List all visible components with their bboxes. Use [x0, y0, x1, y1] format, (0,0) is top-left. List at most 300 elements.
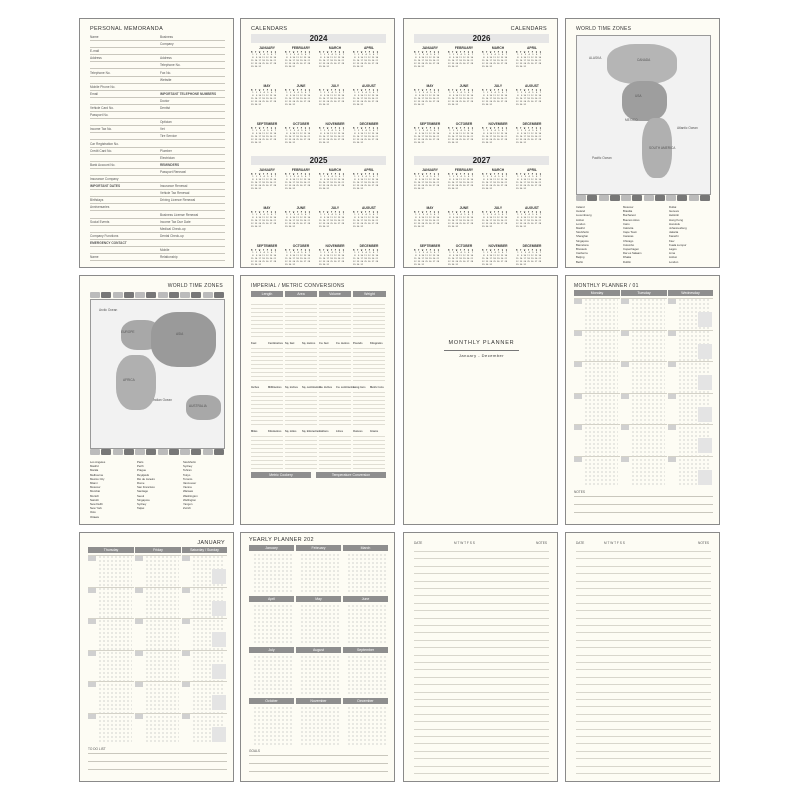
timezone-band: [124, 292, 134, 298]
conversion-row-line: [353, 332, 385, 333]
weekday-label: M T W T F S S: [454, 541, 475, 545]
timezone-band: [700, 195, 710, 201]
conv-footer-cookery: Metric Cookery: [251, 472, 311, 478]
timezone-band: [599, 195, 609, 201]
note-line: [576, 729, 711, 730]
calendar-month-name: MARCH: [491, 168, 505, 172]
city-name: Yangon: [183, 502, 193, 507]
memo-field-label: Business: [160, 35, 173, 39]
conversion-col-header: Metric tons: [370, 386, 384, 389]
timezone-band: [113, 292, 123, 298]
conversion-col-header: Cu. inches: [319, 386, 333, 389]
conversion-row-line: [353, 368, 385, 369]
notes-label: NOTES: [536, 541, 547, 545]
map-label: AFRICA: [123, 378, 135, 382]
day-header-monday: Monday: [574, 290, 620, 296]
conv-header-area: Area: [285, 291, 317, 297]
day-header-thursday: Thursday: [88, 547, 134, 553]
memo-line: [90, 168, 225, 169]
city-name: London: [669, 259, 679, 264]
memo-line: [90, 47, 225, 48]
memo-field-label: Plumber: [160, 148, 172, 153]
conversion-row-line: [285, 468, 317, 469]
timezone-band: [203, 292, 213, 298]
conversion-col-header: Sq. miles: [285, 430, 297, 433]
yearly-month-header: August: [296, 647, 341, 653]
conversion-col-header: Feet: [251, 342, 257, 345]
calendar-weekday-row: M T W T F S S: [319, 127, 345, 130]
calendar-days: 1 2 3 4 5 6 7 8 9 10 11 12 13 14 15 16 17 18 19 20 21 22 23 24 25 26 27 28 29 30 31: [482, 54, 508, 68]
timezone-band: [203, 449, 213, 455]
note-line: [576, 581, 711, 582]
memo-field-label: Anniversaries: [90, 205, 110, 210]
conversion-row-line: [319, 416, 351, 417]
city-name: Washington: [183, 493, 198, 498]
map-label: Pacific Ocean: [592, 156, 612, 160]
calendar-days: 1 2 3 4 5 6 7 8 9 10 11 12 13 14 15 16 17 18 19 20 21 22 23 24 25 26 27 28 29 30 31: [251, 214, 277, 228]
city-name: Berlin: [576, 259, 584, 264]
conversion-row-line: [319, 408, 351, 409]
memo-line: [90, 76, 225, 77]
conversion-row-line: [285, 404, 317, 405]
year-heading-1: 2026: [414, 34, 549, 43]
memo-line: [90, 253, 225, 254]
timezone-band: [677, 195, 687, 201]
memo-field-label: Birthdays: [90, 198, 104, 203]
calendar-days: 1 2 3 4 5 6 7 8 9 10 11 12 13 14 15 16 17 18 19 20 21 22 23 24 25 26 27 28 29 30 31: [482, 214, 508, 228]
conversion-row-line: [251, 316, 283, 317]
calendar-days: 1 2 3 4 5 6 7 8 9 10 11 12 13 14 15 16 17 18 19 20 21 22 23 24 25 26 27 28 29 30 31: [414, 176, 440, 190]
conversion-row-line: [353, 336, 385, 337]
calendar-month-name: DECEMBER: [359, 244, 379, 248]
note-line: [414, 766, 549, 767]
calendar-weekday-row: M T W T F S S: [285, 127, 311, 130]
city-name: Stockholm: [576, 230, 590, 235]
calendar-weekday-row: M T W T F S S: [448, 51, 474, 54]
calendar-weekday-row: M T W T F S S: [414, 89, 440, 92]
conversion-row-line: [285, 308, 317, 309]
calendar-days: 1 2 3 4 5 6 7 8 9 10 11 12 13 14 15 16 17 18 19 20 21 22 23 24 25 26 27 28 29 30 31: [414, 54, 440, 68]
conversion-col-header: Gallons: [319, 430, 329, 433]
memo-line: [90, 260, 225, 261]
dot-grid: [347, 655, 388, 695]
date-box: [574, 425, 582, 430]
city-name: Dar es Salaam: [623, 251, 642, 256]
date-box: [135, 714, 143, 719]
conversion-row-line: [353, 396, 385, 397]
world-map-americas: [576, 35, 711, 195]
city-name: Honolulu: [669, 221, 681, 226]
city-name: Nairobi: [90, 497, 99, 502]
weekend-shade: [212, 695, 226, 710]
conversion-row-line: [353, 460, 385, 461]
memo-line: [90, 90, 225, 91]
date-box: [668, 457, 676, 462]
conversion-row-line: [353, 360, 385, 361]
calendar-days: 1 2 3 4 5 6 7 8 9 10 11 12 13 14 15 16 17 18 19 20 21 22 23 24 25 26 27 28 29 30 31: [353, 92, 379, 106]
conversion-col-header: Ounces: [353, 430, 363, 433]
calendar-days: 1 2 3 4 5 6 7 8 9 10 11 12 13 14 15 16 17 18 19 20 21 22 23 24 25 26 27 28 29 30 31: [516, 130, 542, 144]
city-name: Seoul: [137, 493, 145, 498]
conversion-row-line: [251, 380, 283, 381]
calendar-days: 1 2 3 4 5 6 7 8 9 10 11 12 13 14 15 16 17 18 19 20 21 22 23 24 25 26 27 28 29 30 31: [285, 176, 311, 190]
date-label: DATE: [576, 541, 585, 545]
calendar-month-name: MARCH: [328, 168, 342, 172]
conversion-col-header: Long tons: [353, 386, 366, 389]
conversion-row-line: [251, 328, 283, 329]
note-line: [414, 588, 549, 589]
city-name: Cape Town: [623, 230, 637, 235]
todo-label: TO DO LIST: [88, 747, 106, 751]
conversion-row-line: [251, 396, 283, 397]
conversion-row-line: [319, 372, 351, 373]
calendar-weekday-row: M T W T F S S: [251, 249, 277, 252]
conversion-row-line: [251, 392, 283, 393]
city-name: Jakarta: [669, 230, 679, 235]
calendar-days: 1 2 3 4 5 6 7 8 9 10 11 12 13 14 15 16 17 18 19 20 21 22 23 24 25 26 27 28 29 30 31: [251, 130, 277, 144]
memo-line: [90, 218, 225, 219]
map-label: ALASKA: [589, 56, 602, 60]
note-line: [414, 566, 549, 567]
timezone-band: [655, 195, 665, 201]
calendar-month-name: DECEMBER: [359, 122, 379, 126]
memo-field-label: Vehicle Card No.: [90, 106, 114, 110]
calendar-month-name: FEBRUARY: [454, 168, 474, 172]
conversion-row-line: [353, 400, 385, 401]
note-line: [576, 743, 711, 744]
calendar-weekday-row: M T W T F S S: [448, 127, 474, 130]
conversion-col-header: Miles: [251, 430, 258, 433]
conversion-row-line: [251, 400, 283, 401]
page-title: CALENDARS: [510, 26, 547, 32]
conversion-row-line: [251, 412, 283, 413]
memo-field-label: REMINDERS: [160, 162, 180, 167]
memo-line: [90, 232, 225, 233]
date-box: [668, 425, 676, 430]
date-box: [135, 556, 143, 561]
calendar-weekday-row: M T W T F S S: [516, 89, 542, 92]
calendar-month-name: JUNE: [296, 84, 306, 88]
city-name: Buenos Aires: [623, 217, 640, 222]
conversion-row-line: [319, 448, 351, 449]
calendar-weekday-row: M T W T F S S: [285, 249, 311, 252]
calendar-month-name: JANUARY: [422, 46, 438, 50]
calendar-days: 1 2 3 4 5 6 7 8 9 10 11 12 13 14 15 16 17 18 19 20 21 22 23 24 25 26 27 28 29 30 31: [353, 252, 379, 266]
date-box: [621, 331, 629, 336]
conversion-row-line: [251, 312, 283, 313]
conversion-row-line: [353, 456, 385, 457]
calendar-month-name: FEBRUARY: [454, 46, 474, 50]
goals-label: GOALS: [249, 749, 260, 753]
memo-field-label: Company Functions: [90, 233, 119, 238]
conversion-row-line: [353, 376, 385, 377]
memo-field-label: Electrician: [160, 155, 175, 160]
city-name: Ireland: [576, 205, 585, 209]
page-monthly-planner-cover: [403, 275, 558, 525]
conversion-row-line: [353, 320, 385, 321]
calendar-month-name: OCTOBER: [292, 244, 310, 248]
note-line: [414, 677, 549, 678]
conversion-row-line: [285, 352, 317, 353]
calendar-days: 1 2 3 4 5 6 7 8 9 10 11 12 13 14 15 16 17 18 19 20 21 22 23 24 25 26 27 28 29 30 31: [448, 130, 474, 144]
memo-field-label: IMPORTANT TELEPHONE NUMBERS: [160, 91, 217, 96]
calendar-month-name: JULY: [330, 206, 340, 210]
memo-line: [90, 97, 225, 98]
calendar-month-name: DECEMBER: [522, 244, 542, 248]
city-name: Brussels: [576, 247, 587, 252]
calendar-month-name: OCTOBER: [292, 122, 310, 126]
conversion-col-header: Sq. metres: [302, 342, 316, 345]
yearly-month-header: April: [249, 596, 294, 602]
memo-field-label: Optician: [160, 120, 172, 125]
page-world-time-zones-2: [79, 275, 234, 525]
date-box: [668, 394, 676, 399]
city-name: Lima: [669, 251, 676, 256]
dot-grid: [253, 655, 294, 695]
conversion-row-line: [319, 380, 351, 381]
calendar-days: 1 2 3 4 5 6 7 8 9 10 11 12 13 14 15 16 17 18 19 20 21 22 23 24 25 26 27 28 29 30 31: [448, 92, 474, 106]
memo-field-label: Dentist: [160, 106, 170, 110]
page-conversions: [240, 275, 395, 525]
calendar-weekday-row: M T W T F S S: [414, 127, 440, 130]
city-name: Munich: [90, 493, 100, 498]
city-name: Paris: [137, 460, 144, 464]
memo-field-label: Email: [90, 91, 98, 96]
memo-field-label: E-mail: [90, 49, 100, 54]
note-line: [576, 647, 711, 648]
calendar-days: 1 2 3 4 5 6 7 8 9 10 11 12 13 14 15 16 17 18 19 20 21 22 23 24 25 26 27 28 29 30 31: [285, 252, 311, 266]
conversion-row-line: [251, 464, 283, 465]
calendar-month-name: SEPTEMBER: [256, 122, 278, 126]
map-label: Arctic Ocean: [99, 308, 118, 312]
timezone-band: [214, 449, 224, 455]
memo-field-label: Company: [160, 42, 174, 47]
conversion-row-line: [353, 356, 385, 357]
dot-grid: [347, 706, 388, 746]
weekend-shade: [212, 664, 226, 679]
city-name: Copenhagen: [623, 247, 640, 252]
calendar-weekday-row: M T W T F S S: [516, 249, 542, 252]
memo-field-label: Insurance Company: [90, 177, 119, 181]
conversion-row-line: [285, 336, 317, 337]
weekend-shade: [698, 470, 712, 485]
timezone-band: [101, 449, 111, 455]
page-title: WORLD TIME ZONES: [167, 283, 223, 289]
calendar-weekday-row: M T W T F S S: [251, 89, 277, 92]
note-line: [414, 595, 549, 596]
memo-line: [90, 139, 225, 140]
memo-line: [90, 246, 225, 247]
calendar-days: 1 2 3 4 5 6 7 8 9 10 11 12 13 14 15 16 17 18 19 20 21 22 23 24 25 26 27 28 29 30 31: [285, 214, 311, 228]
conversion-row-line: [251, 304, 283, 305]
note-line: [414, 699, 549, 700]
note-line: [414, 551, 549, 552]
city-name: Mexico City: [90, 476, 105, 481]
timezone-band: [158, 292, 168, 298]
note-line: [576, 692, 711, 693]
city-name: Mumbai: [90, 489, 100, 494]
date-box: [135, 619, 143, 624]
date-box: [668, 362, 676, 367]
city-name: Bucharest: [623, 213, 636, 218]
memo-field-label: Doctor: [160, 98, 170, 103]
note-line: [414, 669, 549, 670]
calendar-weekday-row: M T W T F S S: [251, 51, 277, 54]
calendar-days: 1 2 3 4 5 6 7 8 9 10 11 12 13 14 15 16 17 18 19 20 21 22 23 24 25 26 27 28 29 30 31: [319, 92, 345, 106]
conversion-row-line: [285, 456, 317, 457]
calendar-month-name: NOVEMBER: [488, 122, 508, 126]
date-box: [182, 651, 190, 656]
date-box: [182, 714, 190, 719]
conversion-col-header: Sq. inches: [285, 386, 298, 389]
date-box: [88, 619, 96, 624]
city-name: Lisbon: [576, 217, 585, 222]
city-name: Cairo: [623, 221, 630, 226]
conversion-row-line: [353, 464, 385, 465]
conversion-row-line: [353, 448, 385, 449]
note-line: [576, 662, 711, 663]
conversion-row-line: [251, 416, 283, 417]
page-title: PERSONAL MEMORANDA: [90, 26, 164, 32]
dot-grid: [253, 706, 294, 746]
date-box: [135, 588, 143, 593]
weekday-label: M T W T F S S: [604, 541, 625, 545]
note-line: [414, 736, 549, 737]
timezone-band: [666, 195, 676, 201]
calendar-weekday-row: M T W T F S S: [414, 173, 440, 176]
note-line: [414, 662, 549, 663]
conversion-row-line: [285, 380, 317, 381]
note-line: [576, 677, 711, 678]
calendar-days: 1 2 3 4 5 6 7 8 9 10 11 12 13 14 15 16 17 18 19 20 21 22 23 24 25 26 27 28 29 30 31: [414, 130, 440, 144]
memo-field-label: Vehicle Tax Renewal: [160, 191, 190, 196]
conversion-row-line: [353, 308, 385, 309]
calendar-weekday-row: M T W T F S S: [414, 211, 440, 214]
map-label: USA: [635, 94, 642, 98]
note-line: [576, 655, 711, 656]
notes-label: NOTES: [574, 490, 585, 494]
conversion-row-line: [285, 440, 317, 441]
conversion-row-line: [285, 436, 317, 437]
conversion-row-line: [285, 408, 317, 409]
date-box: [621, 425, 629, 430]
dot-grid: [253, 553, 294, 593]
calendar-days: 1 2 3 4 5 6 7 8 9 10 11 12 13 14 15 16 17 18 19 20 21 22 23 24 25 26 27 28 29 30 31: [285, 54, 311, 68]
calendar-weekday-row: M T W T F S S: [448, 89, 474, 92]
calendar-weekday-row: M T W T F S S: [251, 211, 277, 214]
conversion-row-line: [353, 392, 385, 393]
date-box: [182, 682, 190, 687]
conversion-row-line: [319, 468, 351, 469]
timezone-band: [644, 195, 654, 201]
city-name: Oslo: [90, 510, 96, 515]
conversion-row-line: [251, 420, 283, 421]
city-name: Manila: [90, 468, 99, 473]
city-name: Santiago: [137, 489, 149, 494]
timezone-band: [191, 449, 201, 455]
calendar-days: 1 2 3 4 5 6 7 8 9 10 11 12 13 14 15 16 17 18 19 20 21 22 23 24 25 26 27 28 29 30 31: [251, 176, 277, 190]
calendar-month-name: AUGUST: [525, 84, 539, 88]
memo-field-label: Telephone No.: [160, 63, 181, 68]
map-label: EUROPE: [121, 330, 135, 334]
calendar-days: 1 2 3 4 5 6 7 8 9 10 11 12 13 14 15 16 17 18 19 20 21 22 23 24 25 26 27 28 29 30 31: [516, 92, 542, 106]
conversion-row-line: [285, 372, 317, 373]
calendar-weekday-row: M T W T F S S: [353, 51, 379, 54]
calendar-month-name: APRIL: [364, 46, 374, 50]
yearly-month-header: December: [343, 698, 388, 704]
conversion-row-line: [285, 420, 317, 421]
city-name: Rome: [137, 481, 145, 486]
city-name: Moscow: [623, 205, 634, 209]
note-line: [576, 766, 711, 767]
calendar-month-name: FEBRUARY: [291, 168, 311, 172]
timezone-band: [135, 292, 145, 298]
note-line: [414, 706, 549, 707]
city-name: Stockholm: [183, 460, 197, 464]
note-line: [576, 773, 711, 774]
weekend-shade: [212, 632, 226, 647]
note-line: [576, 625, 711, 626]
year-heading-2: 2027: [414, 156, 549, 165]
calendar-month-name: MARCH: [328, 46, 342, 50]
city-name: Melbourne: [90, 472, 104, 477]
calendar-month-name: SEPTEMBER: [419, 244, 441, 248]
conversion-row-line: [285, 412, 317, 413]
dot-grid: [347, 553, 388, 593]
calendar-days: 1 2 3 4 5 6 7 8 9 10 11 12 13 14 15 16 17 18 19 20 21 22 23 24 25 26 27 28 29 30 31: [319, 54, 345, 68]
yearly-month-header: September: [343, 647, 388, 653]
city-name: Karachi: [669, 234, 679, 239]
city-name: Moscow: [90, 485, 101, 490]
conversion-row-line: [353, 452, 385, 453]
date-box: [574, 394, 582, 399]
city-name: London: [576, 221, 586, 226]
conversion-row-line: [319, 456, 351, 457]
yearly-month-header: February: [296, 545, 341, 551]
conversion-row-line: [251, 376, 283, 377]
timezone-band: [689, 195, 699, 201]
memo-field-label: Name: [90, 255, 99, 260]
memo-field-label: Dental Check-up: [160, 233, 184, 238]
conversion-row-line: [251, 372, 283, 373]
conversion-row-line: [319, 412, 351, 413]
conversion-row-line: [285, 376, 317, 377]
page-title: CALENDARS: [251, 26, 288, 32]
city-name: Kiev: [669, 238, 675, 243]
calendar-days: 1 2 3 4 5 6 7 8 9 10 11 12 13 14 15 16 17 18 19 20 21 22 23 24 25 26 27 28 29 30 31: [319, 214, 345, 228]
memo-field-label: Relationship: [160, 255, 178, 260]
note-line: [414, 684, 549, 685]
calendar-month-name: MAY: [263, 84, 271, 88]
city-name: Prague: [137, 468, 147, 473]
calendar-weekday-row: M T W T F S S: [482, 127, 508, 130]
memo-field-label: Insurance Renewal: [160, 184, 188, 189]
weekend-shade: [212, 601, 226, 616]
weekend-shade: [698, 344, 712, 359]
memo-line: [90, 68, 225, 69]
date-box: [574, 362, 582, 367]
date-box: [621, 362, 629, 367]
conversion-row-line: [353, 436, 385, 437]
note-line: [576, 714, 711, 715]
conversion-row-line: [285, 464, 317, 465]
memo-line: [90, 61, 225, 62]
calendar-days: 1 2 3 4 5 6 7 8 9 10 11 12 13 14 15 16 17 18 19 20 21 22 23 24 25 26 27 28 29 30 31: [482, 176, 508, 190]
weekend-shade: [698, 438, 712, 453]
year-heading-1: 2024: [251, 34, 386, 43]
conv-header-volume: Volume: [319, 291, 351, 297]
memo-line: [90, 203, 225, 204]
